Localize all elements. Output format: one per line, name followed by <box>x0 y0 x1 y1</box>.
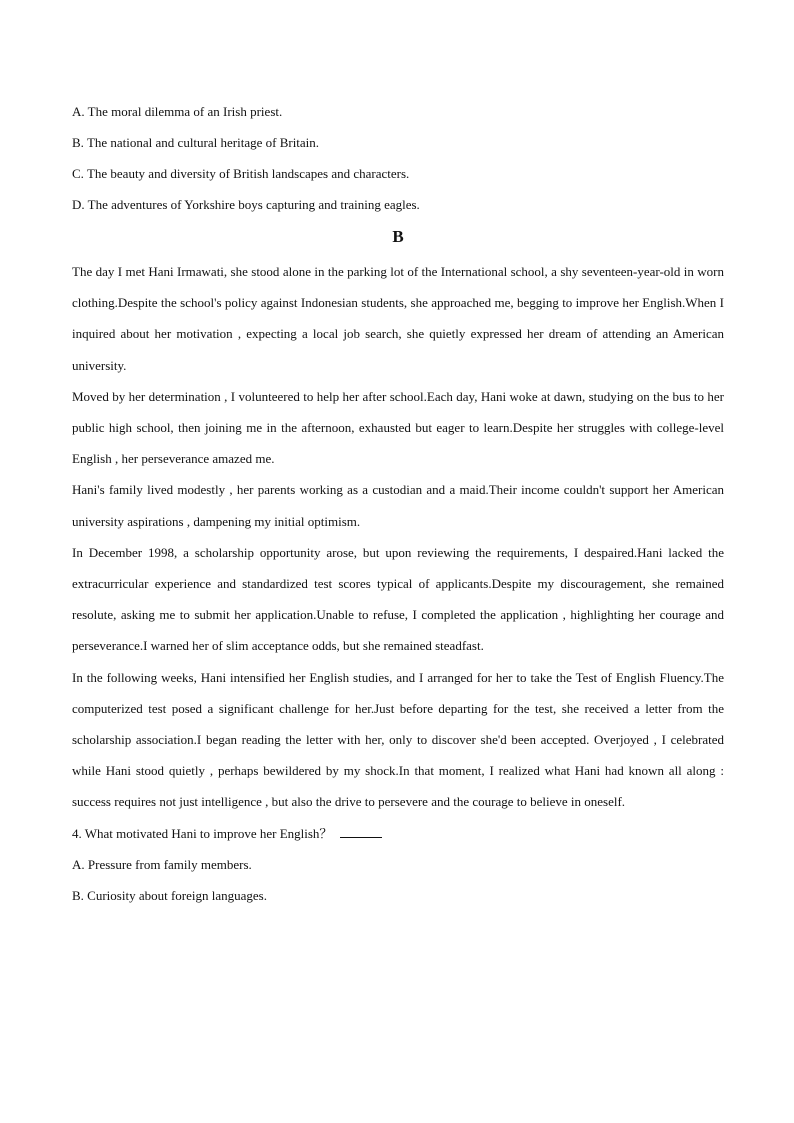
option-text: The beauty and diversity of British landscapes and characters. <box>86 166 410 181</box>
question-option-b <box>72 880 724 911</box>
option-letter: A. <box>72 104 85 119</box>
option-a <box>72 100 724 131</box>
document-page <box>72 100 724 911</box>
option-text: The adventures of Yorkshire boys capturing and training eagles. <box>87 197 420 212</box>
option-d <box>72 193 724 224</box>
option-letter: B. <box>72 888 84 904</box>
option-text: Curiosity about foreign languages. <box>87 888 267 904</box>
answer-blank[interactable] <box>340 825 382 838</box>
question-text: What motivated Hani to improve her English？ <box>84 825 333 841</box>
option-text: The national and cultural heritage of Britain. <box>86 135 320 150</box>
reading-passage <box>72 256 724 818</box>
passage-paragraph-4: In December 1998, a scholarship opportunity arose, but upon reviewing the requirements, I despaired.Hani lacked the extracurricular experience and standardized test scores typical of applicants.Despite my discouragement, she remained resolute, asking me to submit her application.Unable to refuse, I completed the application , highlighting her courage and perseverance.I warned her of slim acceptance odds, but she remained steadfast. <box>72 544 724 654</box>
passage-paragraph-2: Moved by her determination , I volunteered to help her after school.Each day, Hani woke at dawn, studying on the bus to her public high school, then joining me in the afternoon, exhausted but eager to learn.Despite her struggles with college-level English , her perseverance amazed me. <box>72 388 724 467</box>
question-number: 4. <box>72 825 82 841</box>
passage-paragraph-3: Hani's family lived modestly , her parents working as a custodian and a maid.Their income couldn't support her American university aspirations , dampening my initial optimism. <box>72 482 724 529</box>
option-text: Pressure from family members. <box>87 856 252 872</box>
question-4 <box>72 818 724 849</box>
option-text: The moral dilemma of an Irish priest. <box>87 104 283 119</box>
passage-paragraph-1: The day I met Hani Irmawati, she stood alone in the parking lot of the International school, a shy seventeen-year-old in worn clothing.Despite the school's policy against Indonesian students, she approached me, begging to improve her English.When I inquired about her motivation , expecting a local job search, she quietly expressed her dream of attending an American university. <box>72 264 724 373</box>
question-option-a <box>72 849 724 880</box>
option-c <box>72 162 724 193</box>
option-b <box>72 131 724 162</box>
option-letter: D. <box>72 197 85 212</box>
option-letter: B. <box>72 135 84 150</box>
previous-options <box>72 100 724 224</box>
passage-paragraph-5: In the following weeks, Hani intensified her English studies, and I arranged for her to take the Test of English Fluency.The computerized test posed a significant challenge for her.Just before departing for the test, she received a letter from the scholarship association.I began reading the letter with her, only to discover she'd been accepted. Overjoyed , I celebrated while Hani stood quietly , perhaps bewildered by my shock.In that moment, I realized what Hani had known all along : success requires not just intelligence , but also the drive to persevere and the courage to believe in oneself. <box>72 669 724 810</box>
option-letter: A. <box>72 856 85 872</box>
option-letter: C. <box>72 166 84 181</box>
section-title: B <box>392 227 404 246</box>
